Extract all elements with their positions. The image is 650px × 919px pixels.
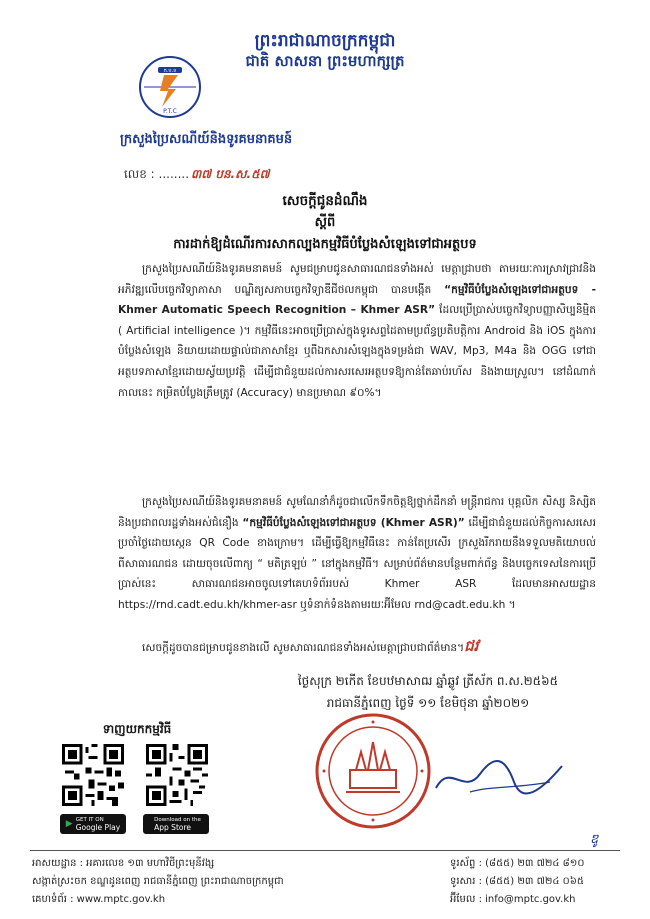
ref-number: ៣៧ បន.ស.៥៧ — [191, 167, 270, 181]
google-play-label: Google Play — [75, 822, 121, 832]
corner-mark: ឌូ — [590, 832, 599, 847]
logo-text: ក.ប.ទ — [163, 68, 177, 74]
signature — [430, 752, 570, 802]
footer-fax: ទូរសារ : (៨៥៥) ២៣ ៧២៤ ០៦៥ — [450, 876, 584, 887]
fax-value: (៨៥៥) ២៣ ៧២៤ ០៦៥ — [485, 876, 584, 887]
android-qr-code[interactable] — [62, 744, 124, 806]
p2-text-c: ដើម្បីជាជំនួយដល់កិច្ចការសរសេរប្រចាំថ្ងៃដោយស្កេន QR Code ខាងក្រោម។ ដើម្បីធ្វើឱ្យកម្មវិធីនេះ កាន់តែប្រសើរ ក្រសួងរីករាយនឹងទទួលមតិយោបល់ពីសាធារណជន ដោយចុចលើពាក្យ “ មតិត្រឡប់ ” នៅក្នុងកម្មវិធី។ សម្រាប់ព័ត៌មានបន្ថែមពាក់ព័ន្ធ និងបច្ចេកទេសនៃការប្រើប្រាស់នេះ សាធារណជនអាចចូលទៅគេហទំព័ររបស់ Khmer ASR ដែលមានអាសយដ្ឋាន https://rnd.cadt.edu.kh/khmer-asr ឬទំនាក់ទំនងតាមរយៈអ៊ីមែល rnd@cadt.edu.kh ។ — [118, 516, 596, 611]
notice-subject: ការដាក់ឱ្យដំណើរការសាកល្បងកម្មវិធីបំប្លែងសំឡេងទៅជាអត្ថបទ — [173, 237, 477, 252]
app-store-label: App Store — [154, 822, 191, 832]
google-play-badge[interactable] — [60, 814, 126, 834]
p3-text: សេចក្តីដូចបានជម្រាបជូនខាងលើ សូមសាធារណជនទាំងអស់មេត្តាជ្រាបជាព័ត៌មាន។ — [142, 642, 465, 654]
app-store-sub: Download on the — [154, 816, 201, 823]
address-label: អាសយដ្ឋាន — [32, 858, 77, 869]
play-icon: ▶ — [65, 819, 73, 829]
ios-qr-code[interactable] — [146, 744, 208, 806]
official-seal — [314, 712, 432, 830]
footer-email: អ៊ីមែល : info@mptc.gov.kh — [450, 894, 576, 905]
p2-text-a: ក្រសួងប្រៃសណីយ៍និងទូរគមនាគមន៍ សូមណែនាំក៏ដូចជាលើកទឹកចិត្តឱ្យថ្នាក់ដឹកនាំ មន្ត្រីរាជការ បុគ្គលិក សិស្ស និស្សិត និងប្រជាពលរដ្ឋទាំងអស់ជំនឿង — [118, 496, 596, 529]
p2-app-name: “កម្មវិធីបំប្លែងសំឡេងទៅជាអត្ថបទ (Khmer ASR)” — [242, 516, 465, 529]
notice-subject-label: ស្តីពី — [314, 215, 336, 230]
solar-date: រាជធានីភ្នំពេញ ថ្ងៃទី ១១ ខែមិថុនា ឆ្នាំ២០២១ — [326, 696, 530, 710]
paragraph-3 — [118, 636, 596, 659]
footer-divider — [30, 850, 620, 851]
phone-value: (៨៥៥) ២៣ ៧២៤ ៨១០ — [485, 858, 585, 869]
phone-label: ទូរស័ព្ទ — [450, 858, 476, 869]
initials-mark: ជវ — [464, 637, 479, 655]
footer-address-line2: សង្កាត់ស្រះចក ខណ្ឌដូនពេញ រាជធានីភ្នំពេញ ព្រះរាជាណាចក្រកម្ពុជា — [32, 876, 284, 887]
email-link[interactable]: info@mptc.gov.kh — [485, 894, 576, 905]
email-label: អ៊ីមែល — [450, 894, 476, 905]
p1-text-a: ក្រសួងប្រៃសណីយ៍និងទូរគមនាគមន៍ សូមជម្រាបជូនសាធារណជនទាំងអស់ មេត្តាជ្រាបថា តាមរយៈការស្រាវជ្រាវនិងអភិវឌ្ឍលើបច្ចេកវិទ្យាភាសា បណ្ឌិត្យសភាបច្ចេកវិទ្យាឌីជីថលកម្ពុជា បានបង្កើត — [118, 263, 596, 296]
website-label: គេហទំព័រ — [32, 894, 67, 905]
footer-phone: ទូរស័ព្ទ : (៨៥៥) ២៣ ៧២៤ ៨១០ — [450, 858, 585, 869]
paragraph-2 — [118, 492, 596, 616]
footer-address: អាសយដ្ឋាន : អគារលេខ ១៣ មហាវិថីព្រះមុនីវង្ស — [32, 858, 215, 869]
paragraph-1 — [118, 259, 596, 403]
lunar-date: ថ្ងៃសុក្រ ២កើត ខែបឋមាសាឍ ឆ្នាំឆ្លូវ ត្រីស័ក ព.ស.២៥៦៥ — [297, 674, 559, 688]
website-link[interactable]: www.mptc.gov.kh — [76, 894, 166, 905]
p1-app-name: “កម្មវិធីបំប្លែងសំឡេងទៅជាអត្ថបទ - Khmer Automatic Speech Recognition – Khmer ASR” — [118, 283, 596, 317]
google-play-sub: GET IT ON — [75, 816, 104, 823]
footer-website: គេហទំព័រ : www.mptc.gov.kh — [32, 894, 166, 905]
reference-number — [124, 166, 269, 184]
download-title: ទាញយកកម្មវិធី — [102, 722, 172, 736]
fax-label: ទូរសារ — [450, 876, 476, 887]
p1-text-c: ដែលប្រើប្រាស់បច្ចេកវិទ្យាបញ្ញាសិប្បនិម្មិត ( Artificial intelligence )។ កម្មវិធីនេះអាចប្រើប្រាស់ក្នុងទូរសព្ទដៃតាមប្រព័ន្ធប្រតិបត្តិការ Android និង iOS ក្នុងការបំប្លែងសំឡេង និយាយដោយផ្ទាល់ជាភាសាខ្មែរ ឬពីឯកសារសំឡេងក្នុងទម្រង់ជា WAV, Mp3, M4a និង OGG ទៅជាអត្ថបទភាសាខ្មែរដោយស្វ័យប្រវត្តិ ដើម្បីជាជំនួយដល់ការសរសេរអត្ថបទឱ្យកាន់តែឆាប់រហ័ស និងងាយស្រួល។ នៅដំណាក់កាលនេះ កម្រិតបំប្លែងត្រឹមត្រូវ (Accuracy) មានប្រមាណ ៩០%។ — [118, 304, 596, 399]
ministry-name: ក្រសួងប្រៃសណីយ៍និងទូរគមនាគមន៍ — [120, 132, 293, 147]
ministry-logo — [138, 55, 202, 119]
ref-label: លេខ : ........ — [124, 167, 190, 181]
national-motto: ជាតិ សាសនា ព្រះមហាក្សត្រ — [245, 52, 405, 70]
notice-title: សេចក្តីជូនដំណឹង — [282, 193, 368, 209]
logo-sub: P.T.C — [163, 108, 177, 115]
address-value: អគារលេខ ១៣ មហាវិថីព្រះមុនីវង្ស — [86, 858, 215, 869]
kingdom-heading: ព្រះរាជាណាចក្រកម្ពុជា — [254, 31, 396, 51]
app-store-badge[interactable] — [143, 814, 209, 834]
